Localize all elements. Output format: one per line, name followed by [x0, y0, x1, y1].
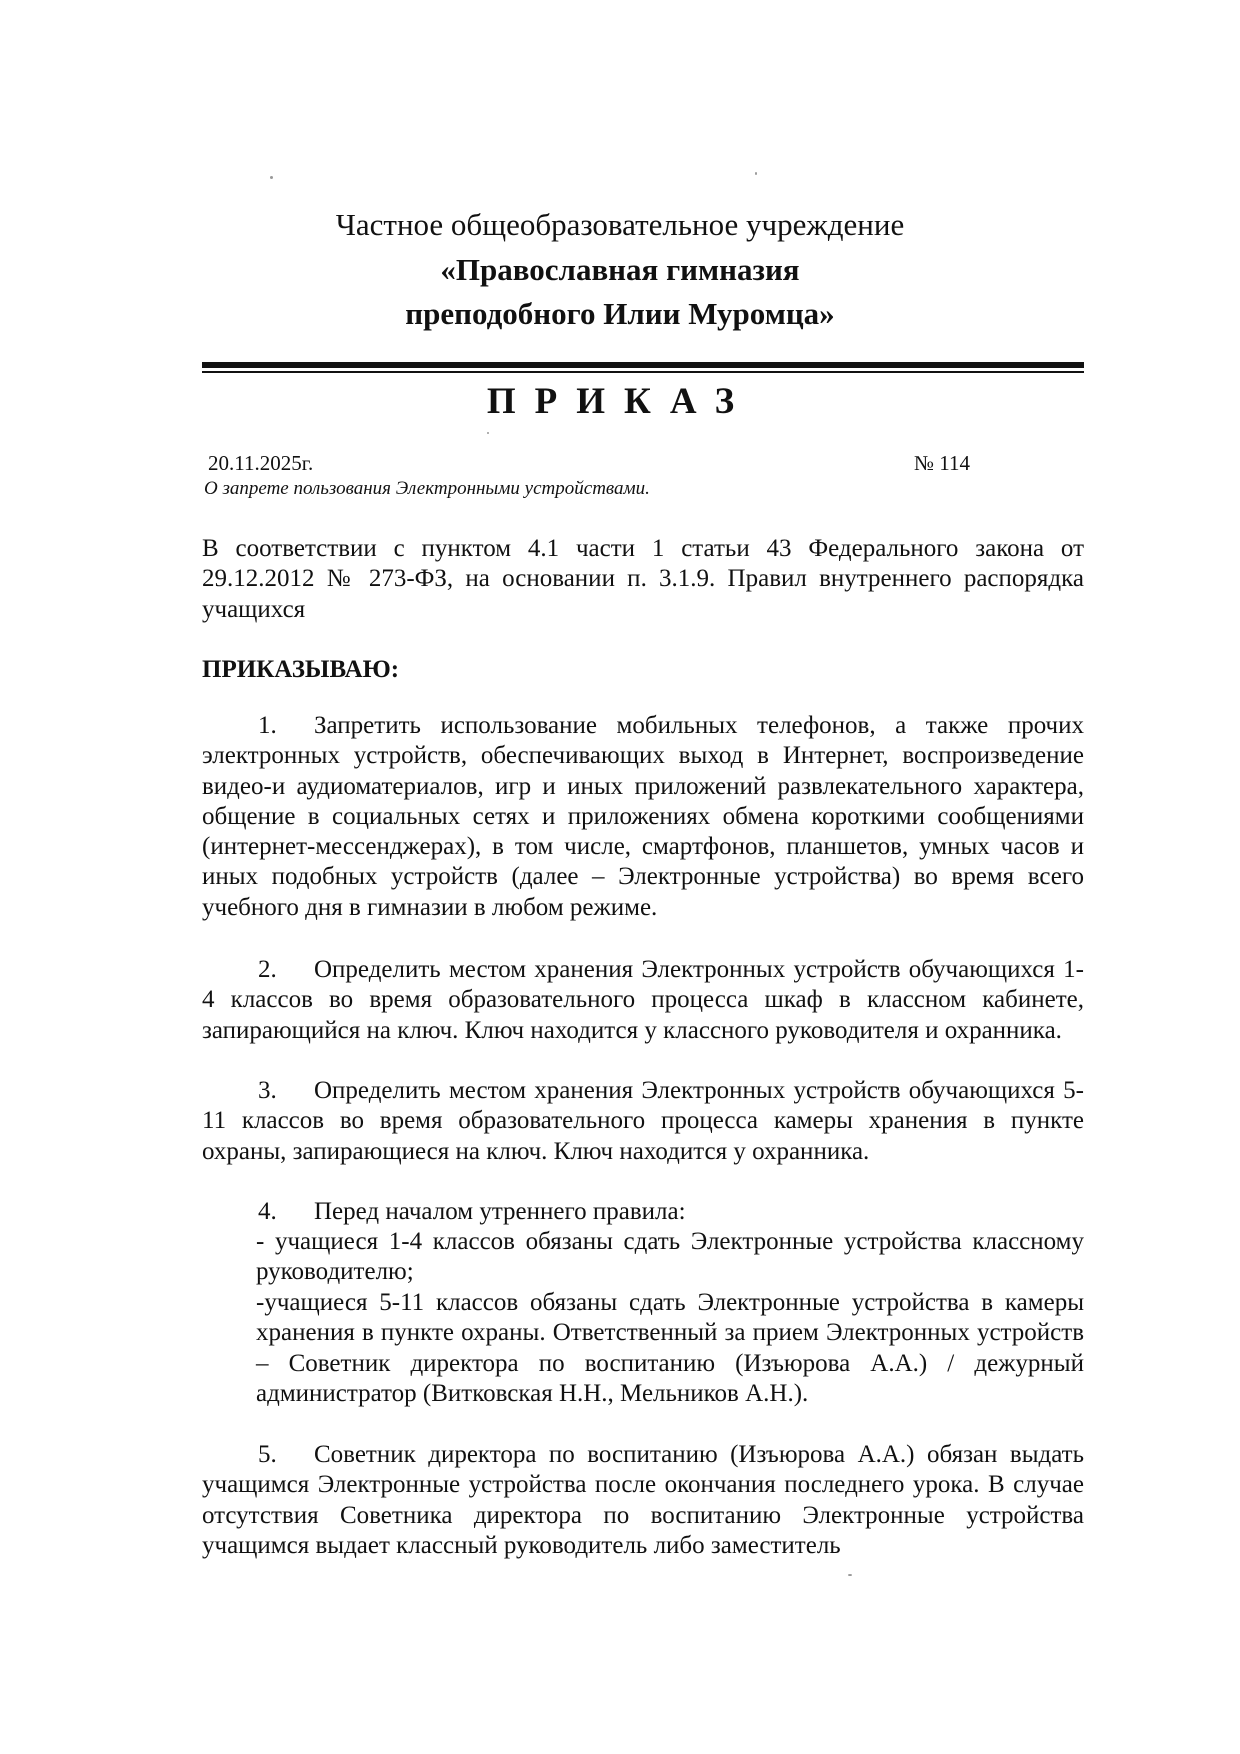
order-item-4-subpoint-2: -учащиеся 5-11 классов обязаны сдать Электронные устройства в камеры хранения в пункте охраны. Ответственный за прием Электронных устройств – Советник директора по воспитанию (Изъюрова А.А.) / дежурный администратор (Витковская Н.Н., Мельников А.Н.).	[256, 1289, 1084, 1407]
order-item-4-subpoint-1: - учащиеся 1-4 классов обязаны сдать Электронные устройства классному руководителю;	[256, 1228, 1084, 1286]
order-item-5	[202, 1440, 1084, 1561]
item-text: Перед началом утреннего правила:	[314, 1198, 686, 1225]
org-name-line2: преподобного Илии Муромца»	[405, 296, 835, 331]
order-heading: ПРИКАЗЫВАЮ:	[202, 656, 400, 683]
item-number: 3.	[258, 1077, 277, 1104]
item-number: 4.	[258, 1198, 277, 1225]
document-title: ПРИКАЗ	[486, 381, 754, 422]
item-text: Запретить использование мобильных телефонов, а также прочих электронных устройств, обеспечивающих выход в Интернет, воспроизведение видео-и аудиоматериалов, игр и иных приложений развлекательного характера, общение в социальных сетях и приложениях обмена короткими сообщениями (интернет-мессенджерах), в том числе, смартфонов, планшетов, умных часов и иных подобных устройств (далее – Электронные устройства) во время всего учебного дня в гимназии в любом режиме.	[202, 712, 1084, 921]
order-item-4	[202, 1197, 1084, 1227]
header-divider-thin	[202, 371, 1084, 373]
item-number: 5.	[258, 1441, 277, 1468]
item-text: Определить местом хранения Электронных устройств обучающихся 1-4 классов во время образовательного процесса шкаф в классном кабинете, запирающийся на ключ. Ключ находится у классного руководителя и охранника.	[202, 956, 1084, 1044]
order-date: 20.11.2025г.	[208, 451, 314, 475]
order-subject: О запрете пользования Электронными устройствами.	[204, 478, 650, 499]
preamble: В соответствии с пунктом 4.1 части 1 статьи 43 Федерального закона от 29.12.2012 № 273-ФЗ, на основании п. 3.1.9. Правил внутреннего распорядка учащихся	[202, 535, 1084, 623]
org-name-line1: «Православная гимназия	[440, 252, 800, 287]
item-number: 2.	[258, 956, 277, 983]
order-item-2	[202, 955, 1084, 1046]
scan-speck	[755, 172, 757, 175]
order-number: № 114	[914, 451, 971, 475]
scan-speck	[487, 432, 489, 434]
order-item-3	[202, 1076, 1084, 1167]
order-item-1	[202, 711, 1084, 923]
scan-speck	[848, 1574, 852, 1576]
scan-speck	[270, 176, 273, 179]
header-divider-thick	[202, 362, 1084, 368]
org-type: Частное общеобразовательное учреждение	[335, 207, 905, 242]
item-number: 1.	[258, 712, 277, 739]
item-text: Определить местом хранения Электронных устройств обучающихся 5-11 классов во время образовательного процесса камеры хранения в пункте охраны, запирающиеся на ключ. Ключ находится у охранника.	[202, 1077, 1084, 1165]
item-text: Советник директора по воспитанию (Изъюрова А.А.) обязан выдать учащимся Электронные устройства после окончания последнего урока. В случае отсутствия Советника директора по воспитанию Электронные устройства учащимся выдает классный руководитель либо заместитель	[202, 1441, 1084, 1559]
